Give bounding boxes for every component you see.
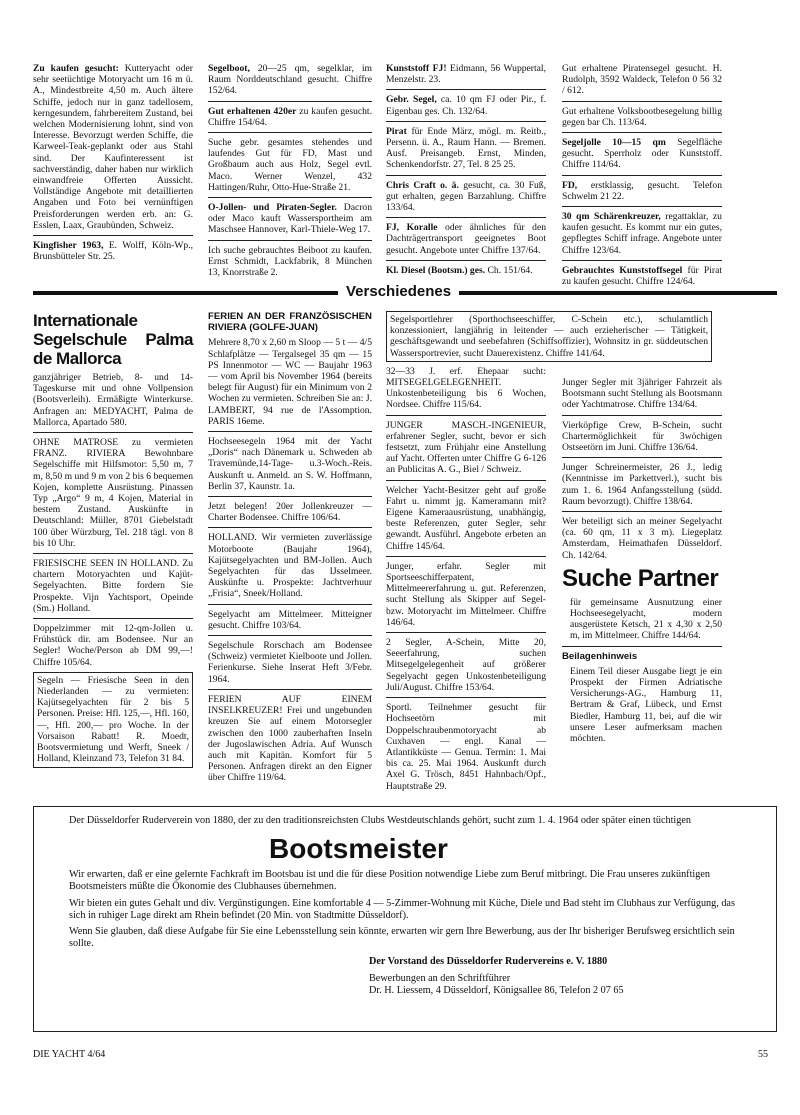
ad-holland: HOLLAND. Wir vermieten zuverlässige Motorboote (Baujahr 1964), Kajütsegelyachten und BM-Jollen. Auch Segelyachten für das IJsselmeer. Auskünfte u. Prospekte: Jachtverhuur „Frisia“, Sneek/Holland. xyxy=(208,532,372,600)
section-bar xyxy=(33,283,777,300)
ad-5: Gebrauchtes Kunststoffsegel für Pirat zu kaufen gesucht. Chiffre 124/64. xyxy=(562,264,722,288)
ad-1: Gut erhaltene Volksbootbesegelung billig gegen bar Ch. 113/64. xyxy=(562,105,722,128)
lower-column-4 xyxy=(562,377,722,748)
divider xyxy=(386,632,546,633)
divider xyxy=(562,101,722,102)
divider xyxy=(208,527,372,528)
divider xyxy=(386,175,546,176)
divider xyxy=(562,132,722,133)
ad-2-segler: 2 Segler, A-Schein, Mitte 20, Seeerfahrung, suchen Mitsegelgelegenheit auf größerer Segelyacht gegen Unkostenbeteiligung Juli/August. Chiffre 153/64. xyxy=(386,637,546,693)
headline-segelschule: Internationale Segelschule Palma de Mallorca xyxy=(33,311,193,368)
ad-1: Gut erhaltenen 420er zu kaufen gesucht. Chiffre 154/64. xyxy=(208,105,372,128)
footer-magazine: DIE YACHT 4/64 xyxy=(33,1049,106,1060)
ad-4: FJ, Koralle oder ähnliches für den Dachträgertransport geeignetes Boot gesucht. Angebote unter Chiffre 137/64. xyxy=(386,222,546,256)
job-ad-box xyxy=(33,806,777,1032)
divider xyxy=(386,697,546,698)
divider xyxy=(208,101,372,102)
job-contact-line-1: Bewerbungen an den Schriftführer xyxy=(369,972,511,984)
divider xyxy=(208,197,372,198)
divider xyxy=(386,217,546,218)
divider xyxy=(208,132,372,133)
job-paragraph-3: Wenn Sie glauben, daß diese Aufgabe für Sie eine Lebensstellung sein könnte, erwarten wir gern Ihre Bewerbung, aus der Ihr bisheriger Berufsweg ersichtlich sein sollte. xyxy=(69,926,735,950)
ad-jollenkreuzer: Jetzt belegen! 20er Jollenkreuzer — Charter Bodensee. Chiffre 106/64. xyxy=(208,501,372,524)
divider xyxy=(208,689,372,690)
ad-0: Segelboot, 20—25 qm, segelklar, im Raum Norddeutschland gesucht. Chiffre 152/64. xyxy=(208,63,372,97)
job-paragraph-1: Wir erwarten, daß er eine gelernte Fachkraft im Bootsbau ist und die für diese Position notwendige Liebe zum Beruf mitbringt. Die Frau unseres zukünftigen Bootsmeisters müßte die Ökonomie des Clubhauses übernehmen. xyxy=(69,869,710,893)
ad-teilnehmer: Sportl. Teilnehmer gesucht für Hochseetörn mit Doppelschraubenmotoryacht ab Cuxhaven — engl. Kanal — Atlantikküste — Genua. Termin: 1. Mai bis ca. 25. Mai 1964. Auskunft durch Axel G. Trösch, 8451 Hahnbach/Opf., Hauptstraße 29. xyxy=(386,702,546,792)
ad-segeln-box: Segeln — Friesische Seen in den Niederlanden — zu vermieten: Kajütsegelyachten für 2 bis 5 Personen. Preise: Hfl. 125,—, Hfl. 160,—, Hfl. 200,— pro Woche. In der Vorsaison Rabatt! R. Moedt, Bootsvermietung und Werft, Sneek / Holland, Kleinzand 73, Telefon 31 84. xyxy=(33,672,193,768)
job-intro: Der Düsseldorfer Ruderverein von 1880, der zu den traditionsreichsten Clubs Westdeutschlands gehört, sucht zum 1. 4. 1964 oder später einen tüchtigen xyxy=(69,815,691,826)
ad-0: Zu kaufen gesucht: Kutteryacht oder sehr seetüchtige Motoryacht um 16 m ü. A., Mindestbreite 4,50 m. Auch ältere Schiffe, jedoch nur in ganz tadellosem, kerngesundem, fahrbereitem Zustand, bei welchen Modernisierung lohnt, sind von Interesse. Bevorzugt werden Schiffe, die Karweel-Teak-geplankt oder aus Stahl sind. Der Kaufinteressent ist sachverständig, daher haben nur wirklich einwandfreie Offerten Aussicht. Vollständige Angebote mit detaillierten Angaben und Foto bei vernünftigen Preisforderungen werden erb. an: G. Esslen, Laax, Graubünden, Schweiz. xyxy=(33,63,193,231)
ad-3: Chris Craft o. ä. gesucht, ca. 30 Fuß, gut erhalten, gegen Barzahlung. Chiffre 133/64. xyxy=(386,179,546,214)
ad-junger-segler: Junger Segler mit 3jähriger Fahrzeit als Bootsmann sucht Stellung als Bootsmann oder Yachtmatrose. Chiffre 134/64. xyxy=(562,377,722,411)
column-2 xyxy=(208,63,372,282)
ad-segelsportlehrer-box: Segelsportlehrer (Sporthochseeschiffer, C-Schein etc.), schulamtlich konzessioniert, langjährig in leitender — auch erzieherischer — Tätigkeit, geschäftsgewandt und seebefahren (Schiffsoffizier), Wohnsitz in gr. süddeutschen Wassersportrevier, sucht Dauerexistenz. Chiffre 141/64. xyxy=(386,311,712,362)
beilagen-text: Einem Teil dieser Ausgabe liegt je ein Prospekt der Firmen Adriatische Versicherungs-AG., Hamburg 11, Bertram & Graf, Lübeck, und Ernst Biedler, Hamburg 11, bei, auf die wir unsere Leser aufmerksam machen möchten. xyxy=(570,665,722,745)
ad-1: Kingfisher 1963, E. Wolff, Köln-Wp., Brunsbütteler Str. 25. xyxy=(33,240,193,263)
divider xyxy=(562,457,722,458)
ad-riviera: OHNE MATROSE zu vermieten FRANZ. RIVIERA Bewohnbare Segelschiffe mit Hilfsmotor: 5,50 m, 7 m, 8,50 m und 9 m von 2 bis 6 bequemen Kojen, komplette Ausrüstung. Pinassen Typ „Argo“ 9 m, 4 Kojen, Material in bestem Zustand. Auskünfte in Deutschland: Müller, 8701 Giebelstadt 100 über Würzburg, Tel. 218 tägl. von 8 bis 10 Uhr. xyxy=(33,437,193,549)
divider xyxy=(562,260,722,261)
ad-ehepaar: 32—33 J. erf. Ehepaar sucht: MITSEGELGELEGENHEIT. Unkostenbeteiligung bis 6 Wochen, Nordsee. Chiffre 115/64. xyxy=(386,365,546,411)
footer-page-number: 55 xyxy=(758,1049,768,1060)
ad-crew: Vierköpfige Crew, B-Schein, sucht Chartermöglichkeit für 3wöchigen Ostseetörn im Juni. Chiffre 136/64. xyxy=(562,419,722,454)
ad-heading-riviera: FERIEN AN DER FRANZÖSISCHEN RIVIERA (GOLFE-JUAN) xyxy=(208,311,372,334)
ad-doppelzimmer: Doppelzimmer mit 12-qm-Jollen u. Frühstück dir. am Bodensee. Nur an Segler! Woche/Person ab DM 99,—! Chiffre 105/64. xyxy=(33,623,193,668)
ad-4: 30 qm Schärenkreuzer, regattaklar, zu kaufen gesucht. Es kommt nur ein gutes, gepflegtes Schiff infrage. Angebote unter Chiffre 123/64. xyxy=(562,211,722,256)
divider xyxy=(208,240,372,241)
divider xyxy=(208,496,372,497)
divider xyxy=(562,415,722,416)
ad-3: FD, erstklassig, gesucht. Telefon Schwelm 21 22. xyxy=(562,179,722,202)
divider xyxy=(562,646,722,647)
ad-medyacht: ganzjähriger Betrieb, 8- und 14-Tageskurse mit und ohne Vollpension (Bootsverleih). Ermäßigte Winterkurse. Anfragen an: MEDYACHT, Palma de Mallorca, Apartado 580. xyxy=(33,372,193,428)
divider xyxy=(386,415,546,416)
divider xyxy=(33,235,193,236)
ad-2: Suche gebr. gesamtes stehendes und laufendes Gut für FD, Mast und Großbaum auch aus Holz, Segel evtl. Maco. Werner Wenzel, 432 Hattingen/Ruhr, Otto-Hue-Straße 21. xyxy=(208,137,372,193)
ad-inselkreuzer: FERIEN AUF EINEM INSELKREUZER! Frei und ungebunden kreuzen Sie auf einem Motorsegler zwischen den 1000 zauberhaften Inseln der Jugoslawischen Adria. Auf Wunsch auch mit Kapitän. Komfort für 5 Personen. Anfragen direkt an den Eigner über Chiffre 119/64. xyxy=(208,693,372,784)
ad-2: Pirat für Ende März, mögl. m. Reitb., Persenn. ü. A., Raum Hann. — Bremen. Ausf. Preisangeb. Ernst, Minden, Schenkendorfstr. 27, Tel. 8 25 25. xyxy=(386,125,546,171)
column-4 xyxy=(562,63,722,291)
ad-4: Ich suche gebrauchtes Beiboot zu kaufen. Ernst Schmidt, Lackfabrik, 8 München 13, Knorrstraße 2. xyxy=(208,244,372,279)
divider xyxy=(386,121,546,122)
divider xyxy=(33,432,193,433)
divider xyxy=(208,635,372,636)
divider xyxy=(208,604,372,605)
beilagen-heading: Beilagenhinweis xyxy=(562,650,638,662)
ad-segelyacht: Segelyacht am Mittelmeer. Mitteigner gesucht. Chiffre 103/64. xyxy=(208,608,372,631)
divider xyxy=(562,206,722,207)
divider xyxy=(33,618,193,619)
job-paragraph-2: Wir bieten ein gutes Gehalt und div. Vergünstigungen. Eine komfortable 4 — 5-Zimmer-Wohnung mit Küche, Diele und Bad steht im Clubhaus zur Verfügung, das sich in ruhiger Lage direkt am Rhein befindet (20 Min. von Stadtmitte Düsseldorf). xyxy=(69,897,735,921)
divider xyxy=(386,260,546,261)
ad-hochseesegeln: Hochseesegeln 1964 mit der Yacht „Doris“ nach Dänemark u. Schweden ab Travemünde,14-Tage- u.3-Woch.-Reis. Auskunft u. Anmeld. an S. W. Hoffmann, Berlin 37, Kaunstr. 1a. xyxy=(208,436,372,492)
ad-friesische-seen: FRIESISCHE SEEN IN HOLLAND. Zu chartern Motoryachten und Kajüt-Segelyachten. Bitte fordern Sie Prospekte. Vijn Yachtsport, Opeinde (Sm.) Holland. xyxy=(33,558,193,614)
divider xyxy=(386,480,546,481)
job-signature: Der Vorstand des Düsseldorfer Rudervereins e. V. 1880 xyxy=(369,956,608,968)
column-3 xyxy=(386,63,546,280)
headline-suche-partner: Suche Partner xyxy=(562,564,719,592)
ad-sloop: Mehrere 8,70 x 2,60 m Sloop — 5 t — 4/5 Schlafplätze — Tergalsegel 35 qm — 15 PS Innenmotor — WC — Baujahr 1963 — vom April bis November 1964 (bereits belegt für August) für ein Minimum von 2 Wochen zu vermieten. Schreiben Sie an: J. LAMBERT, 94 rue de l'Assomption. PARIS 16eme. xyxy=(208,337,372,427)
ad-beteiligt: Wer beteiligt sich an meiner Segelyacht (ca. 60 qm, 11 x 3 m). Liegeplatz Amsterdam, Heimathafen Düsseldorf. Ch. 142/64. xyxy=(562,516,722,561)
divider xyxy=(33,553,193,554)
job-contact-line-2: Dr. H. Liessem, 4 Düsseldorf, Königsallee 86, Telefon 2 07 65 xyxy=(369,984,624,996)
ad-ingenieur: JUNGER MASCH.-INGENIEUR, erfahrener Segler, sucht, bevor er sich festsetzt, zum Frühjahr eine Anstellung auf Yacht. Offerten unter Chiffre G 6-126 an Publicitas A. G., Biel / Schweiz. xyxy=(386,419,546,476)
ad-3: O-Jollen- und Piraten-Segler. Dacron oder Maco kauft Wassersportheim am Maschsee Hannover, Karl-Thiele-Weg 17. xyxy=(208,202,373,236)
ad-0: Gut erhaltene Piratensegel gesucht. H. Rudolph, 3592 Waldeck, Telefon 0 56 32 / 612. xyxy=(562,63,722,97)
ad-partner: für gemeinsame Ausnutzung einer Hochseesegelyacht, modern ausgerüstete Ketsch, 21 x 4,30 x 2,50 m, im Mittelmeer. Chiffre 144/64. xyxy=(570,596,722,642)
section-title: Verschiedenes xyxy=(338,283,459,301)
lower-column-2 xyxy=(208,311,372,788)
ad-5: Kl. Diesel (Bootsm.) ges. Ch. 151/64. xyxy=(386,264,533,276)
divider xyxy=(208,431,372,432)
ad-0: Kunststoff FJ! Eidmann, 56 Wuppertal, Menzelstr. 23. xyxy=(386,63,546,86)
divider xyxy=(386,556,546,557)
column-1 xyxy=(33,63,193,266)
divider xyxy=(386,89,546,90)
lower-column-1 xyxy=(33,311,193,772)
ad-2: Segeljolle 10—15 qm Segelfläche gesucht. Sperrholz oder Kunststoff. Chiffre 114/64. xyxy=(562,137,722,171)
divider xyxy=(562,511,722,512)
ad-schreinermeister: Junger Schreinermeister, 26 J., ledig (Kenntnisse im Parkettverl.), sucht bis zum 1. 6. 1964 Anfangsstellung (südd. Raum bevorzugt). Chiffre 138/64. xyxy=(562,462,722,507)
job-title: Bootsmeister xyxy=(269,833,448,865)
ad-1: Gebr. Segel, ca. 10 qm FJ oder Pir., f. Eigenbau ges. Ch. 132/64. xyxy=(386,94,546,117)
ad-skipper: Junger, erfahr. Segler mit Sportseeschifferpatent, Mittelmeererfahrung u. gut. Referenzen, sucht Stellung als Skipper auf Segel- bzw. Motoryacht im Mittelmeer. Chiffre 146/64. xyxy=(386,560,546,628)
divider xyxy=(562,175,722,176)
ad-kameramann: Welcher Yacht-Besitzer geht auf große Fahrt u. nimmt jg. Kameramann mit? Eigene Kameraausrüstung, unabhängig, beste Referenzen, guter Segler, sehr gewandt. Ausführl. Angebote erbeten an Chiffre 145/64. xyxy=(386,484,546,552)
ad-rorschach: Segelschule Rorschach am Bodensee (Schweiz) vermietet Kielboote und Jollen. Ferienkurse. Siehe Inserat Heft 3/Febr. 1964. xyxy=(208,640,372,685)
